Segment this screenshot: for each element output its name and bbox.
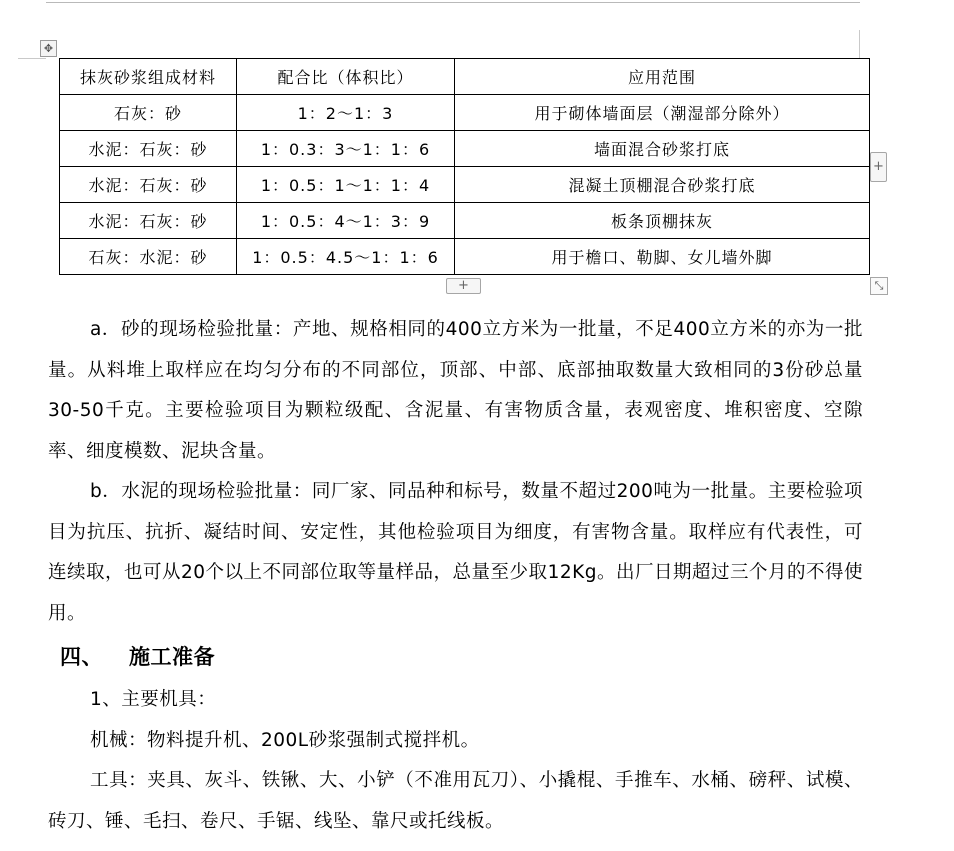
margin-mark-right xyxy=(859,30,860,58)
application-cell: 用于檐口、勒脚、女儿墙外脚 xyxy=(455,239,870,275)
material-cell: 石灰：水泥：砂 xyxy=(60,239,237,275)
table-header-row xyxy=(60,59,870,95)
machinery-line: 机械：物料提升机、200L砂浆强制式搅拌机。 xyxy=(90,729,480,751)
material-cell: 水泥：石灰：砂 xyxy=(60,203,237,239)
ratio-cell: 1：0.3：3～1：1：6 xyxy=(237,131,455,167)
margin-mark-left xyxy=(18,58,46,59)
table-row xyxy=(60,131,870,167)
table-row xyxy=(60,239,870,275)
material-cell: 水泥：石灰：砂 xyxy=(60,131,237,167)
application-cell: 混凝土顶棚混合砂浆打底 xyxy=(455,167,870,203)
table-row xyxy=(60,167,870,203)
sand-inspection-paragraph: a．砂的现场检验批量：产地、规格相同的400立方米为一批量，不足400立方米的亦为一批量。从料堆上取样应在均匀分布的不同部位，顶部、中部、底部抽取数量大致相同的3份砂总量30-50千克。主要检验项目为颗粒级配、含泥量、有害物质含量，表观密度、堆积密度、空隙率、细度模数、泥块含量。 xyxy=(48,319,863,462)
table-row xyxy=(60,203,870,239)
section-heading xyxy=(48,634,863,680)
hand-tools-paragraph: 工具：夹具、灰斗、铁锹、大、小铲（不准用瓦刀）、小撬棍、手推车、水桶、磅秤、试模、砖刀、锤、毛扫、卷尺、手锯、线坠、靠尺或托线板。 xyxy=(48,770,863,832)
tools-heading: 1、主要机具： xyxy=(90,689,217,710)
section-number: 四、 xyxy=(60,645,103,669)
add-column-button[interactable]: + xyxy=(870,152,887,182)
cement-inspection-paragraph: b．水泥的现场检验批量：同厂家、同品种和标号，数量不超过200吨为一批量。主要检验项目为抗压、抗折、凝结时间、安定性，其他检验项目为细度，有害物含量。取样应有代表性，可连续取，也可从20个以上不同部位取等量样品，总量至少取12Kg。出厂日期超过三个月的不得使用。 xyxy=(48,481,863,624)
header-cell-application: 应用范围 xyxy=(455,59,870,95)
ratio-cell: 1：0.5：4～1：3：9 xyxy=(237,203,455,239)
page-top-rule xyxy=(46,2,860,3)
material-cell: 石灰：砂 xyxy=(60,95,237,131)
table-move-icon[interactable]: ✥ xyxy=(40,40,57,57)
add-row-button[interactable]: + xyxy=(446,278,481,294)
document-body xyxy=(48,310,863,842)
ratio-cell: 1：0.5：1～1：1：4 xyxy=(237,167,455,203)
table-resize-icon[interactable]: ⤡ xyxy=(870,277,888,295)
header-cell-material: 抹灰砂浆组成材料 xyxy=(60,59,237,95)
application-cell: 板条顶棚抹灰 xyxy=(455,203,870,239)
application-cell: 用于砌体墙面层（潮湿部分除外） xyxy=(455,95,870,131)
mortar-mix-table xyxy=(59,58,870,275)
material-cell: 水泥：石灰：砂 xyxy=(60,167,237,203)
section-title: 施工准备 xyxy=(129,645,215,669)
header-cell-ratio: 配合比（体积比） xyxy=(237,59,455,95)
ratio-cell: 1：2～1：3 xyxy=(237,95,455,131)
application-cell: 墙面混合砂浆打底 xyxy=(455,131,870,167)
ratio-cell: 1：0.5：4.5～1：1：6 xyxy=(237,239,455,275)
table-row xyxy=(60,95,870,131)
